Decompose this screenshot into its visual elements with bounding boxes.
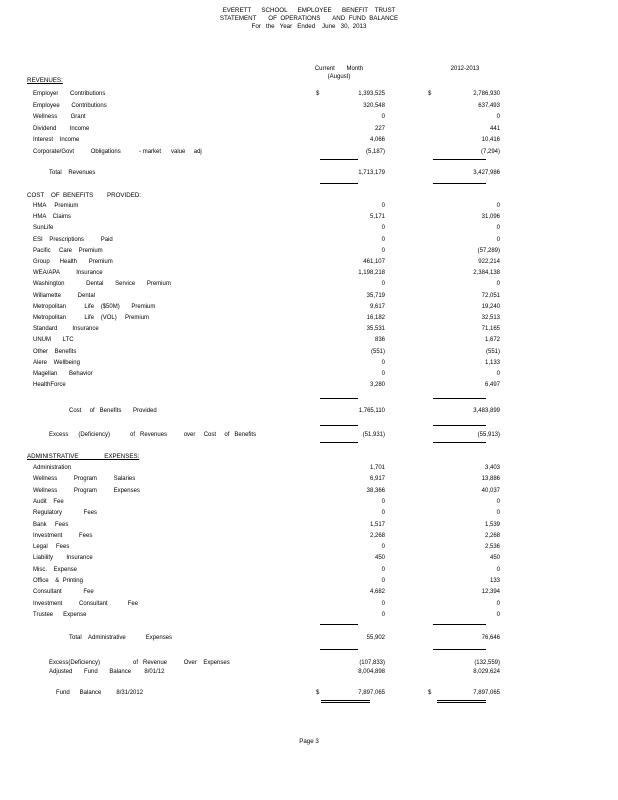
benefit-row-ytd: 6,497 (484, 382, 500, 389)
section-heading-administrative: ADMINISTRATIVE EXPENSES: (27, 453, 140, 460)
double-rule (321, 700, 370, 701)
admin-row-current: 2,268 (369, 532, 385, 539)
currency-symbol: $ (316, 91, 320, 97)
excess-over-expenses-label: Excess(Deficiency) (49, 660, 101, 666)
benefit-row-ytd: 922,214 (478, 259, 500, 265)
admin-row-label: Legal Fees (33, 544, 70, 551)
benefit-row-ytd: 71,165 (481, 326, 500, 333)
page-number: Page 3 (299, 738, 319, 745)
benefit-row-label: WEA/APA Insurance (33, 270, 103, 277)
benefit-row-ytd: 2,384,138 (473, 270, 500, 277)
admin-row-ytd: 0 (496, 611, 500, 618)
currency-symbol: $ (428, 690, 432, 696)
admin-row-ytd: 0 (496, 566, 500, 573)
revenue-row-ytd: 2,786,930 (473, 91, 500, 97)
revenue-row-ytd: 441 (489, 125, 500, 132)
column-header-current: Current Month (314, 66, 364, 72)
revenue-row-current: 320,548 (363, 102, 385, 109)
admin-row-ytd: 450 (489, 555, 500, 562)
currency-symbol: $ (316, 690, 320, 696)
admin-row-ytd: 13,886 (481, 476, 500, 483)
benefit-row-ytd: 31,096 (481, 214, 500, 221)
benefit-row-label: HMA Claims (33, 214, 72, 221)
benefit-row-current: 0 (381, 281, 385, 288)
benefit-row-label: Standard Insurance (33, 326, 99, 333)
adjusted-fund-balance-current: 8,004,898 (358, 669, 385, 675)
benefit-row-label: Washington Dental Service Premium (33, 281, 171, 288)
benefit-row-label: Pacific Care Premium (33, 247, 103, 254)
subtotal-rule (320, 159, 358, 160)
excess-over-expenses-label-cont: of Revenue Over Expenses (133, 660, 230, 666)
admin-row-current: 1,517 (369, 521, 385, 528)
admin-row-label: Regulatory Fees (33, 510, 98, 517)
benefit-row-current: (551) (370, 348, 385, 355)
total-rule (320, 442, 358, 443)
excess-over-expenses-current: (107,833) (359, 660, 385, 666)
benefit-row-current: 461,107 (363, 259, 385, 265)
adjusted-fund-balance-ytd: 8,029,624 (473, 669, 500, 675)
benefit-row-current: 35,719 (366, 292, 385, 299)
excess-deficiency-label: Excess (Deficiency) of Revenues over Cost of Benefits (49, 432, 257, 438)
admin-row-current: 1,701 (369, 465, 385, 471)
section-heading-cost-of-benefits: COST OF BENEFITS PROVIDED: (27, 192, 142, 199)
benefit-row-current: 836 (374, 337, 385, 344)
total-revenues-current: 1,713,179 (358, 170, 385, 176)
admin-row-ytd: 3,403 (484, 465, 500, 471)
total-rule (433, 442, 486, 443)
benefit-row-label: SunLife (33, 225, 54, 232)
benefit-row-label: HMA Premium (33, 203, 79, 209)
benefit-row-current: 0 (381, 203, 385, 209)
cost-of-benefits-total-label: Cost of Benefits Provided (69, 408, 157, 414)
benefit-row-label: Willamette Dental (33, 292, 96, 299)
subtotal-rule (433, 649, 486, 650)
benefit-row-ytd: (57,289) (477, 247, 500, 254)
benefit-row-ytd: 19,240 (481, 303, 500, 310)
revenue-row-label: Employer Contributions (33, 91, 106, 97)
benefit-row-ytd: (551) (485, 348, 500, 355)
revenue-row-current: 1,393,525 (358, 91, 385, 97)
subtotal-rule (433, 398, 486, 399)
benefit-row-current: 0 (381, 247, 385, 254)
subtotal-rule (320, 425, 358, 426)
admin-row-label: Investment Consultant Fee (33, 600, 139, 607)
benefit-row-ytd: 0 (496, 236, 500, 243)
subtotal-rule (320, 398, 358, 399)
subtotal-rule (320, 649, 358, 650)
subtotal-rule (433, 624, 486, 625)
fund-balance-label: Fund Balance 8/31/2012 (56, 690, 144, 696)
revenue-row-label: Interest Income (33, 137, 80, 144)
excess-over-expenses-ytd: (132,559) (474, 660, 500, 666)
section-heading-revenues: REVENUES: (27, 77, 63, 84)
double-rule (321, 702, 370, 703)
revenue-row-current: (5,187) (365, 149, 385, 155)
report-title-line-1: EVERETT SCHOOL EMPLOYEE BENEFIT TRUST (222, 7, 396, 14)
revenue-row-ytd: 10,416 (481, 137, 500, 144)
revenue-row-label: Employee Contributions (33, 102, 107, 109)
admin-row-label: Bank Fees (33, 521, 69, 528)
benefit-row-current: 0 (381, 225, 385, 232)
benefit-row-ytd: 0 (496, 371, 500, 377)
benefit-row-label: ESI Prescriptions Paid (33, 236, 113, 243)
admin-row-current: 450 (374, 555, 385, 562)
total-admin-ytd: 76,646 (481, 635, 500, 641)
admin-row-current: 0 (381, 498, 385, 505)
benefit-row-current: 0 (381, 359, 385, 366)
admin-row-label: Administration (33, 465, 72, 471)
benefit-row-ytd: 72,051 (481, 292, 500, 299)
revenue-row-label: Corporate/Govt Obligations - market value adj (33, 149, 202, 155)
benefit-row-current: 3,280 (369, 382, 385, 389)
admin-row-current: 0 (381, 544, 385, 551)
column-header-ytd: 2012-2013 (450, 66, 480, 72)
total-rule (433, 183, 486, 184)
admin-row-label: Investment Fees (33, 532, 93, 539)
subtotal-rule (433, 159, 486, 160)
benefit-row-current: 0 (381, 371, 385, 377)
benefit-row-label: Group Health Premium (33, 259, 113, 265)
cost-of-benefits-total-current: 1,765,110 (358, 408, 385, 414)
admin-row-ytd: 12,394 (481, 589, 500, 596)
revenue-row-ytd: (7,294) (480, 149, 500, 155)
admin-row-label: Liability Insurance (33, 555, 93, 562)
double-rule (437, 702, 486, 703)
admin-row-label: Misc. Expense (33, 566, 78, 573)
admin-row-ytd: 0 (496, 510, 500, 517)
benefit-row-ytd: 0 (496, 203, 500, 209)
subtotal-rule (433, 425, 486, 426)
cost-of-benefits-total-ytd: 3,483,899 (473, 408, 500, 414)
revenue-row-label: Wellness Grant (33, 114, 86, 121)
benefit-row-label: Magellan Behavior (33, 371, 93, 377)
admin-row-label: Audit Fee (33, 498, 64, 505)
admin-row-ytd: 0 (496, 498, 500, 505)
benefit-row-label: Alere Wellbeing (33, 359, 80, 366)
double-rule (437, 700, 486, 701)
revenue-row-current: 4,066 (369, 137, 385, 144)
admin-row-label: Office & Printing (33, 578, 83, 584)
benefit-row-current: 1,198,218 (358, 270, 385, 277)
benefit-row-current: 0 (381, 236, 385, 243)
report-title-line-2: STATEMENT OF OPERATIONS AND FUND BALANCE (219, 15, 399, 22)
subtotal-rule (320, 624, 358, 625)
total-revenues-ytd: 3,427,986 (473, 170, 500, 176)
benefit-row-ytd: 32,513 (481, 315, 500, 321)
benefit-row-current: 16,182 (366, 315, 385, 321)
revenue-row-label: Dividend Income (33, 125, 90, 132)
benefit-row-label: Metropolitan Life (VOL) Premium (33, 315, 150, 321)
admin-row-label: Wellness Program Expenses (33, 487, 140, 494)
admin-row-ytd: 40,037 (481, 487, 500, 494)
admin-row-label: Wellness Program Salaries (33, 476, 136, 483)
excess-deficiency-ytd: (55,913) (477, 432, 500, 438)
benefit-row-current: 35,531 (366, 326, 385, 333)
total-admin-current: 55,902 (366, 635, 385, 641)
admin-row-current: 0 (381, 578, 385, 584)
benefit-row-ytd: 0 (496, 225, 500, 232)
benefit-row-current: 5,171 (369, 214, 385, 221)
benefit-row-ytd: 0 (496, 281, 500, 288)
admin-row-current: 6,917 (369, 476, 385, 483)
benefit-row-ytd: 1,672 (484, 337, 500, 344)
admin-row-label: Trustee Expense (33, 611, 87, 618)
admin-row-current: 0 (381, 566, 385, 573)
column-header-current-period: (August) (327, 74, 351, 80)
admin-row-label: Consultant Fee (33, 589, 94, 596)
admin-row-ytd: 133 (489, 578, 500, 584)
admin-row-current: 38,366 (366, 487, 385, 494)
excess-deficiency-current: (51,931) (362, 432, 385, 438)
admin-row-ytd: 2,536 (484, 544, 500, 551)
total-admin-label: Total Administrative Expenses (69, 635, 173, 641)
revenue-row-ytd: 637,493 (478, 102, 500, 109)
revenue-row-current: 0 (381, 114, 385, 121)
admin-row-current: 4,682 (369, 589, 385, 596)
benefit-row-label: UNUM LTC (33, 337, 74, 344)
benefit-row-current: 9,617 (369, 303, 385, 310)
currency-symbol: $ (428, 91, 432, 97)
admin-row-ytd: 0 (496, 600, 500, 607)
total-rule (320, 183, 358, 184)
benefit-row-label: Other Benefits (33, 348, 77, 355)
admin-row-current: 0 (381, 611, 385, 618)
fund-balance-ytd: 7,897,065 (473, 690, 500, 696)
fund-balance-current: 7,897,065 (358, 690, 385, 696)
admin-row-current: 0 (381, 510, 385, 517)
admin-row-current: 0 (381, 600, 385, 607)
revenue-row-current: 227 (374, 125, 385, 132)
adjusted-fund-balance-label: Adjusted Fund Balance 8/01/12 (49, 669, 165, 675)
benefit-row-label: HealthForce (33, 382, 66, 389)
benefit-row-label: Metropolitan Life ($50M) Premium (33, 303, 156, 310)
benefit-row-ytd: 1,133 (484, 359, 500, 366)
revenue-row-ytd: 0 (496, 114, 500, 121)
report-title-line-3: For the Year Ended June 30, 2013 (251, 23, 367, 30)
total-revenues-label: Total Revenues (49, 170, 96, 176)
admin-row-ytd: 2,268 (484, 532, 500, 539)
admin-row-ytd: 1,539 (484, 521, 500, 528)
